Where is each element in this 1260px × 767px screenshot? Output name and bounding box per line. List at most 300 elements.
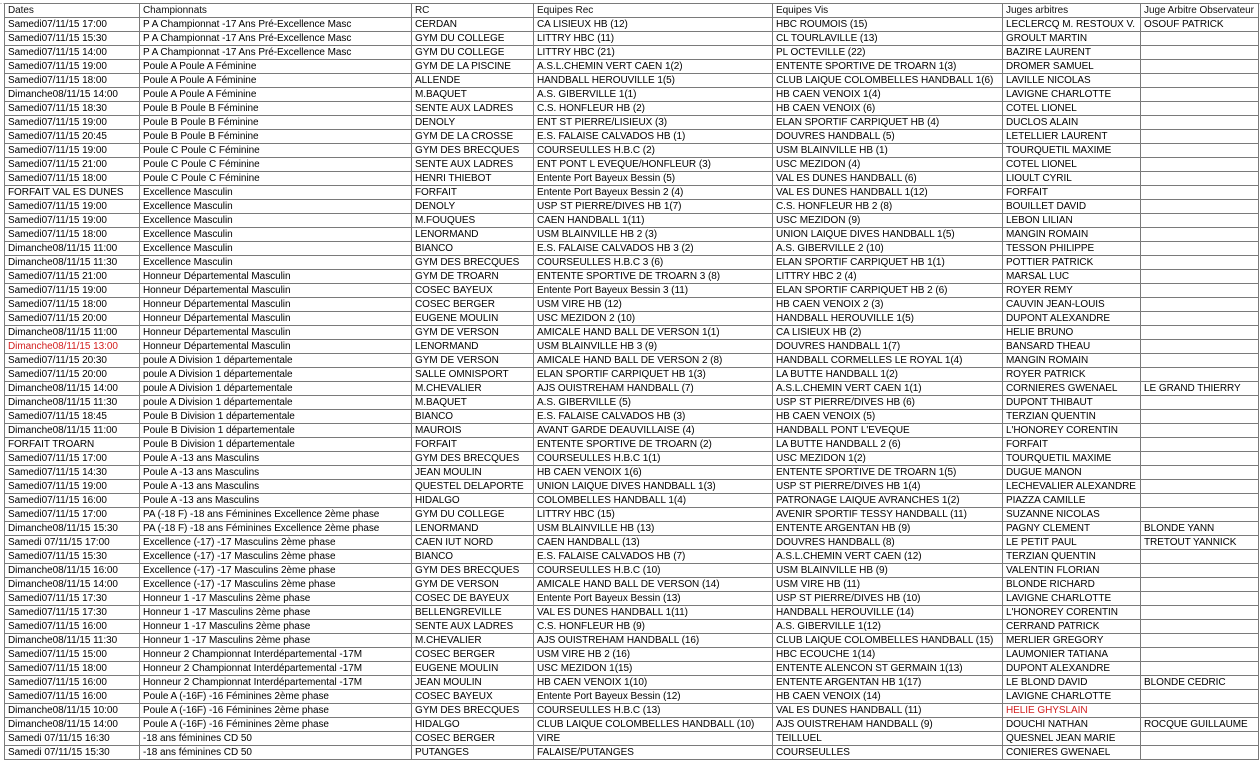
rc-cell: GYM DES BRECQUES	[412, 452, 534, 466]
observateur-cell	[1141, 368, 1259, 382]
observateur-cell	[1141, 256, 1259, 270]
table-row	[5, 298, 1259, 312]
equipe-vis-cell: A.S.L.CHEMIN VERT CAEN (12)	[773, 550, 1003, 564]
rc-cell: HIDALGO	[412, 494, 534, 508]
equipe-rec-cell: LITTRY HBC (15)	[534, 508, 773, 522]
equipe-vis-cell: HANDBALL CORMELLES LE ROYAL 1(4)	[773, 354, 1003, 368]
table-row	[5, 564, 1259, 578]
rc-cell: M.FOUQUES	[412, 214, 534, 228]
championnat-cell: Poule A (-16F) -16 Féminines 2ème phase	[140, 718, 412, 732]
header-dates: Dates	[5, 4, 140, 18]
equipe-vis-cell: CLUB LAIQUE COLOMBELLES HANDBALL 1(6)	[773, 74, 1003, 88]
date-cell: Samedi07/11/15 21:00	[5, 270, 140, 284]
observateur-cell: BLONDE CEDRIC	[1141, 676, 1259, 690]
date-cell: Samedi 07/11/15 16:30	[5, 732, 140, 746]
observateur-cell: LE GRAND THIERRY	[1141, 382, 1259, 396]
juge-arbitre-cell: POTTIER PATRICK	[1003, 256, 1141, 270]
date-cell: Dimanche08/11/15 11:30	[5, 396, 140, 410]
rc-cell: BELLENGREVILLE	[412, 606, 534, 620]
championnat-cell: Poule B Poule B Féminine	[140, 102, 412, 116]
schedule-sheet	[4, 3, 1259, 760]
championnat-cell: P A Championnat -17 Ans Pré-Excellence Masc	[140, 46, 412, 60]
juge-arbitre-cell: HELIE GHYSLAIN	[1003, 704, 1141, 718]
championnat-cell: Honneur 1 -17 Masculins 2ème phase	[140, 606, 412, 620]
juge-arbitre-cell: CORNIERES GWENAEL	[1003, 382, 1141, 396]
equipe-rec-cell: ENT ST PIERRE/LISIEUX (3)	[534, 116, 773, 130]
equipe-rec-cell: A.S. GIBERVILLE 1(1)	[534, 88, 773, 102]
championnat-cell: Poule A -13 ans Masculins	[140, 480, 412, 494]
championnat-cell: Excellence (-17) -17 Masculins 2ème phase	[140, 564, 412, 578]
table-row	[5, 508, 1259, 522]
championnat-cell: Poule A -13 ans Masculins	[140, 466, 412, 480]
championnat-cell: -18 ans féminines CD 50	[140, 746, 412, 760]
equipe-rec-cell: USM BLAINVILLE HB 3 (9)	[534, 340, 773, 354]
equipe-rec-cell: COURSEULLES H.B.C (13)	[534, 704, 773, 718]
date-cell: Dimanche08/11/15 16:00	[5, 564, 140, 578]
equipe-vis-cell: LA BUTTE HANDBALL 1(2)	[773, 368, 1003, 382]
juge-arbitre-cell: FORFAIT	[1003, 186, 1141, 200]
observateur-cell	[1141, 732, 1259, 746]
rc-cell: GYM DE VERSON	[412, 326, 534, 340]
date-cell: Samedi07/11/15 17:00	[5, 18, 140, 32]
juge-arbitre-cell: DROMER SAMUEL	[1003, 60, 1141, 74]
observateur-cell	[1141, 690, 1259, 704]
equipe-vis-cell: USC MEZIDON (9)	[773, 214, 1003, 228]
observateur-cell	[1141, 746, 1259, 760]
championnat-cell: Honneur 2 Championnat Interdépartemental -17M	[140, 662, 412, 676]
equipe-vis-cell: VAL ES DUNES HANDBALL 1(12)	[773, 186, 1003, 200]
rc-cell: GYM DE LA CROSSE	[412, 130, 534, 144]
equipe-vis-cell: PATRONAGE LAIQUE AVRANCHES 1(2)	[773, 494, 1003, 508]
rc-cell: M.BAQUET	[412, 88, 534, 102]
date-cell: Samedi07/11/15 14:30	[5, 466, 140, 480]
table-row	[5, 382, 1259, 396]
table-row	[5, 746, 1259, 760]
observateur-cell	[1141, 466, 1259, 480]
rc-cell: BIANCO	[412, 242, 534, 256]
observateur-cell	[1141, 312, 1259, 326]
date-cell: FORFAIT TROARN	[5, 438, 140, 452]
equipe-vis-cell: USM BLAINVILLE HB (1)	[773, 144, 1003, 158]
championnat-cell: P A Championnat -17 Ans Pré-Excellence Masc	[140, 18, 412, 32]
championnat-cell: Poule B Poule B Féminine	[140, 116, 412, 130]
rc-cell: COSEC BAYEUX	[412, 690, 534, 704]
rc-cell: FORFAIT	[412, 438, 534, 452]
rc-cell: JEAN MOULIN	[412, 466, 534, 480]
juge-arbitre-cell: LETELLIER LAURENT	[1003, 130, 1141, 144]
date-cell: Samedi07/11/15 15:30	[5, 32, 140, 46]
date-cell: Samedi07/11/15 15:00	[5, 648, 140, 662]
championnat-cell: poule A Division 1 départementale	[140, 382, 412, 396]
table-row	[5, 452, 1259, 466]
equipe-vis-cell: USP ST PIERRE/DIVES HB (10)	[773, 592, 1003, 606]
observateur-cell	[1141, 592, 1259, 606]
juge-arbitre-cell: MERLIER GREGORY	[1003, 634, 1141, 648]
equipe-vis-cell: USM BLAINVILLE HB (9)	[773, 564, 1003, 578]
table-row	[5, 200, 1259, 214]
equipe-rec-cell: CAEN HANDBALL 1(11)	[534, 214, 773, 228]
equipe-vis-cell: AVENIR SPORTIF TESSY HANDBALL (11)	[773, 508, 1003, 522]
equipe-rec-cell: C.S. HONFLEUR HB (9)	[534, 620, 773, 634]
rc-cell: COSEC DE BAYEUX	[412, 592, 534, 606]
championnat-cell: Honneur 2 Championnat Interdépartemental -17M	[140, 648, 412, 662]
equipe-rec-cell: VIRE	[534, 732, 773, 746]
juge-arbitre-cell: DOUCHI NATHAN	[1003, 718, 1141, 732]
table-row	[5, 732, 1259, 746]
header-equipes-rec: Equipes Rec	[534, 4, 773, 18]
table-row	[5, 228, 1259, 242]
equipe-vis-cell: UNION LAIQUE DIVES HANDBALL 1(5)	[773, 228, 1003, 242]
rc-cell: LENORMAND	[412, 522, 534, 536]
date-cell: Samedi07/11/15 18:00	[5, 228, 140, 242]
rc-cell: COSEC BAYEUX	[412, 284, 534, 298]
observateur-cell	[1141, 200, 1259, 214]
equipe-vis-cell: USP ST PIERRE/DIVES HB (6)	[773, 396, 1003, 410]
equipe-vis-cell: A.S. GIBERVILLE 1(12)	[773, 620, 1003, 634]
equipe-rec-cell: AMICALE HAND BALL DE VERSON 2 (8)	[534, 354, 773, 368]
table-row	[5, 270, 1259, 284]
juge-arbitre-cell: LAVILLE NICOLAS	[1003, 74, 1141, 88]
date-cell: Samedi07/11/15 19:00	[5, 214, 140, 228]
observateur-cell	[1141, 494, 1259, 508]
date-cell: Dimanche08/11/15 11:00	[5, 326, 140, 340]
equipe-vis-cell: HB CAEN VENOIX (14)	[773, 690, 1003, 704]
equipe-rec-cell: Entente Port Bayeux Bessin (12)	[534, 690, 773, 704]
juge-arbitre-cell: CONIERES GWENAEL	[1003, 746, 1141, 760]
equipe-vis-cell: HBC ECOUCHE 1(14)	[773, 648, 1003, 662]
equipe-rec-cell: C.S. HONFLEUR HB (2)	[534, 102, 773, 116]
date-cell: FORFAIT VAL ES DUNES	[5, 186, 140, 200]
table-row	[5, 704, 1259, 718]
juge-arbitre-cell: QUESNEL JEAN MARIE	[1003, 732, 1141, 746]
equipe-rec-cell: COURSEULLES H.B.C 3 (6)	[534, 256, 773, 270]
date-cell: Samedi07/11/15 18:00	[5, 74, 140, 88]
observateur-cell	[1141, 424, 1259, 438]
juge-arbitre-cell: ROYER PATRICK	[1003, 368, 1141, 382]
observateur-cell	[1141, 284, 1259, 298]
rc-cell: HENRI THIEBOT	[412, 172, 534, 186]
juge-arbitre-cell: LECHEVALIER ALEXANDRE	[1003, 480, 1141, 494]
equipe-vis-cell: HB CAEN VENOIX (6)	[773, 102, 1003, 116]
table-row	[5, 242, 1259, 256]
rc-cell: CAEN IUT NORD	[412, 536, 534, 550]
championnat-cell: Poule B Division 1 départementale	[140, 410, 412, 424]
equipe-rec-cell: Entente Port Bayeux Bessin 2 (4)	[534, 186, 773, 200]
equipe-vis-cell: HANDBALL HEROUVILLE 1(5)	[773, 312, 1003, 326]
observateur-cell: ROCQUE GUILLAUME	[1141, 718, 1259, 732]
equipe-rec-cell: USM BLAINVILLE HB 2 (3)	[534, 228, 773, 242]
juge-arbitre-cell: BAZIRE LAURENT	[1003, 46, 1141, 60]
equipe-vis-cell: VAL ES DUNES HANDBALL (6)	[773, 172, 1003, 186]
juge-arbitre-cell: COTEL LIONEL	[1003, 158, 1141, 172]
equipe-vis-cell: CL TOURLAVILLE (13)	[773, 32, 1003, 46]
observateur-cell	[1141, 32, 1259, 46]
equipe-rec-cell: E.S. FALAISE CALVADOS HB (3)	[534, 410, 773, 424]
rc-cell: MAUROIS	[412, 424, 534, 438]
rc-cell: QUESTEL DELAPORTE	[412, 480, 534, 494]
header-row	[5, 4, 1259, 18]
championnat-cell: Poule A (-16F) -16 Féminines 2ème phase	[140, 690, 412, 704]
observateur-cell	[1141, 130, 1259, 144]
match-schedule-table	[4, 3, 1259, 760]
juge-arbitre-cell: LE PETIT PAUL	[1003, 536, 1141, 550]
juge-arbitre-cell: LECLERCQ M. RESTOUX V.	[1003, 18, 1141, 32]
observateur-cell	[1141, 270, 1259, 284]
rc-cell: M.CHEVALIER	[412, 634, 534, 648]
equipe-rec-cell: COURSEULLES H.B.C 1(1)	[534, 452, 773, 466]
rc-cell: GYM DU COLLEGE	[412, 508, 534, 522]
championnat-cell: Excellence Masculin	[140, 242, 412, 256]
date-cell: Samedi07/11/15 19:00	[5, 116, 140, 130]
juge-arbitre-cell: BOUILLET DAVID	[1003, 200, 1141, 214]
equipe-rec-cell: Entente Port Bayeux Bessin 3 (11)	[534, 284, 773, 298]
date-cell: Samedi07/11/15 18:00	[5, 662, 140, 676]
date-cell: Samedi07/11/15 15:30	[5, 550, 140, 564]
championnat-cell: Poule C Poule C Féminine	[140, 158, 412, 172]
championnat-cell: Honneur 1 -17 Masculins 2ème phase	[140, 592, 412, 606]
observateur-cell	[1141, 242, 1259, 256]
equipe-vis-cell: HB CAEN VENOIX 2 (3)	[773, 298, 1003, 312]
table-row	[5, 718, 1259, 732]
table-row	[5, 368, 1259, 382]
date-cell: Dimanche08/11/15 14:00	[5, 88, 140, 102]
equipe-vis-cell: HB CAEN VENOIX 1(4)	[773, 88, 1003, 102]
championnat-cell: P A Championnat -17 Ans Pré-Excellence Masc	[140, 32, 412, 46]
observateur-cell	[1141, 438, 1259, 452]
championnat-cell: Honneur 2 Championnat Interdépartemental -17M	[140, 676, 412, 690]
date-cell: Samedi 07/11/15 17:00	[5, 536, 140, 550]
date-cell: Dimanche08/11/15 11:30	[5, 634, 140, 648]
juge-arbitre-cell: COTEL LIONEL	[1003, 102, 1141, 116]
observateur-cell	[1141, 354, 1259, 368]
juge-arbitre-cell: TERZIAN QUENTIN	[1003, 410, 1141, 424]
equipe-rec-cell: USM BLAINVILLE HB (13)	[534, 522, 773, 536]
table-row	[5, 88, 1259, 102]
date-cell: Samedi07/11/15 19:00	[5, 480, 140, 494]
observateur-cell	[1141, 74, 1259, 88]
equipe-rec-cell: USC MEZIDON 2 (10)	[534, 312, 773, 326]
header-rc: RC	[412, 4, 534, 18]
equipe-vis-cell: ENTENTE ALENCON ST GERMAIN 1(13)	[773, 662, 1003, 676]
equipe-rec-cell: A.S. GIBERVILLE (5)	[534, 396, 773, 410]
observateur-cell	[1141, 606, 1259, 620]
table-row	[5, 144, 1259, 158]
juge-arbitre-cell: TERZIAN QUENTIN	[1003, 550, 1141, 564]
equipe-vis-cell: USM VIRE HB (11)	[773, 578, 1003, 592]
equipe-vis-cell: A.S. GIBERVILLE 2 (10)	[773, 242, 1003, 256]
date-cell: Dimanche08/11/15 11:00	[5, 424, 140, 438]
rc-cell: COSEC BERGER	[412, 732, 534, 746]
equipe-rec-cell: CA LISIEUX HB (12)	[534, 18, 773, 32]
table-row	[5, 74, 1259, 88]
equipe-rec-cell: USM VIRE HB 2 (16)	[534, 648, 773, 662]
equipe-vis-cell: CLUB LAIQUE COLOMBELLES HANDBALL (15)	[773, 634, 1003, 648]
date-cell: Dimanche08/11/15 10:00	[5, 704, 140, 718]
championnat-cell: Poule B Poule B Féminine	[140, 130, 412, 144]
date-cell: Dimanche08/11/15 14:00	[5, 718, 140, 732]
rc-cell: M.CHEVALIER	[412, 382, 534, 396]
table-row	[5, 690, 1259, 704]
juge-arbitre-cell: L'HONOREY CORENTIN	[1003, 424, 1141, 438]
table-row	[5, 214, 1259, 228]
table-row	[5, 410, 1259, 424]
table-row	[5, 284, 1259, 298]
observateur-cell	[1141, 396, 1259, 410]
equipe-rec-cell: AMICALE HAND BALL DE VERSON (14)	[534, 578, 773, 592]
observateur-cell	[1141, 620, 1259, 634]
observateur-cell	[1141, 60, 1259, 74]
equipe-rec-cell: Entente Port Bayeux Bessin (5)	[534, 172, 773, 186]
equipe-vis-cell: ENTENTE ARGENTAN HB (9)	[773, 522, 1003, 536]
equipe-rec-cell: E.S. FALAISE CALVADOS HB 3 (2)	[534, 242, 773, 256]
rc-cell: JEAN MOULIN	[412, 676, 534, 690]
championnat-cell: Honneur 1 -17 Masculins 2ème phase	[140, 634, 412, 648]
championnat-cell: Poule B Division 1 départementale	[140, 438, 412, 452]
observateur-cell	[1141, 158, 1259, 172]
championnat-cell: Poule C Poule C Féminine	[140, 172, 412, 186]
rc-cell: GYM DE TROARN	[412, 270, 534, 284]
table-row	[5, 606, 1259, 620]
championnat-cell: Excellence Masculin	[140, 256, 412, 270]
rc-cell: GYM DE LA PISCINE	[412, 60, 534, 74]
equipe-rec-cell: COURSEULLES H.B.C (10)	[534, 564, 773, 578]
rc-cell: GYM DE VERSON	[412, 354, 534, 368]
rc-cell: COSEC BERGER	[412, 298, 534, 312]
rc-cell: GYM DES BRECQUES	[412, 564, 534, 578]
equipe-vis-cell: TEILLUEL	[773, 732, 1003, 746]
date-cell: Samedi07/11/15 19:00	[5, 60, 140, 74]
championnat-cell: Excellence Masculin	[140, 200, 412, 214]
championnat-cell: Honneur 1 -17 Masculins 2ème phase	[140, 620, 412, 634]
equipe-rec-cell: AJS OUISTREHAM HANDBALL (16)	[534, 634, 773, 648]
equipe-rec-cell: COLOMBELLES HANDBALL 1(4)	[534, 494, 773, 508]
juge-arbitre-cell: L'HONOREY CORENTIN	[1003, 606, 1141, 620]
table-row	[5, 46, 1259, 60]
observateur-cell	[1141, 298, 1259, 312]
table-row	[5, 18, 1259, 32]
championnat-cell: Honneur Départemental Masculin	[140, 326, 412, 340]
observateur-cell	[1141, 46, 1259, 60]
date-cell: Samedi07/11/15 16:00	[5, 494, 140, 508]
championnat-cell: poule A Division 1 départementale	[140, 396, 412, 410]
observateur-cell	[1141, 116, 1259, 130]
table-row	[5, 158, 1259, 172]
rc-cell: LENORMAND	[412, 340, 534, 354]
championnat-cell: Poule A Poule A Féminine	[140, 60, 412, 74]
date-cell: Dimanche08/11/15 14:00	[5, 382, 140, 396]
juge-arbitre-cell: TOURQUETIL MAXIME	[1003, 144, 1141, 158]
equipe-rec-cell: UNION LAIQUE DIVES HANDBALL 1(3)	[534, 480, 773, 494]
rc-cell: GYM DE VERSON	[412, 578, 534, 592]
observateur-cell	[1141, 662, 1259, 676]
championnat-cell: Poule A -13 ans Masculins	[140, 452, 412, 466]
table-row	[5, 102, 1259, 116]
equipe-vis-cell: LITTRY HBC 2 (4)	[773, 270, 1003, 284]
juge-arbitre-cell: LAUMONIER TATIANA	[1003, 648, 1141, 662]
rc-cell: GYM DU COLLEGE	[412, 46, 534, 60]
date-cell: Samedi07/11/15 19:00	[5, 200, 140, 214]
equipe-rec-cell: E.S. FALAISE CALVADOS HB (7)	[534, 550, 773, 564]
juge-arbitre-cell: MARSAL LUC	[1003, 270, 1141, 284]
championnat-cell: Excellence (-17) -17 Masculins 2ème phase	[140, 536, 412, 550]
championnat-cell: PA (-18 F) -18 ans Féminines Excellence 2ème phase	[140, 508, 412, 522]
equipe-rec-cell: E.S. FALAISE CALVADOS HB (1)	[534, 130, 773, 144]
rc-cell: EUGENE MOULIN	[412, 662, 534, 676]
rc-cell: CERDAN	[412, 18, 534, 32]
date-cell: Samedi07/11/15 16:00	[5, 690, 140, 704]
table-row	[5, 522, 1259, 536]
observateur-cell	[1141, 410, 1259, 424]
equipe-vis-cell: DOUVRES HANDBALL 1(7)	[773, 340, 1003, 354]
equipe-vis-cell: COURSEULLES	[773, 746, 1003, 760]
championnat-cell: Honneur Départemental Masculin	[140, 298, 412, 312]
date-cell: Samedi07/11/15 17:30	[5, 606, 140, 620]
observateur-cell: BLONDE YANN	[1141, 522, 1259, 536]
header-juge-arbitre-observateur: Juge Arbitre Observateur	[1141, 4, 1259, 18]
header-juges-arbitres: Juges arbitres	[1003, 4, 1141, 18]
equipe-vis-cell: ELAN SPORTIF CARPIQUET HB 2 (6)	[773, 284, 1003, 298]
championnat-cell: PA (-18 F) -18 ans Féminines Excellence 2ème phase	[140, 522, 412, 536]
championnat-cell: Poule A -13 ans Masculins	[140, 494, 412, 508]
juge-arbitre-cell: TESSON PHILIPPE	[1003, 242, 1141, 256]
juge-arbitre-cell: MANGIN ROMAIN	[1003, 228, 1141, 242]
equipe-rec-cell: LITTRY HBC (11)	[534, 32, 773, 46]
equipe-rec-cell: A.S.L.CHEMIN VERT CAEN 1(2)	[534, 60, 773, 74]
juge-arbitre-cell: PAGNY CLEMENT	[1003, 522, 1141, 536]
table-row	[5, 676, 1259, 690]
observateur-cell	[1141, 480, 1259, 494]
equipe-rec-cell: LITTRY HBC (21)	[534, 46, 773, 60]
table-row	[5, 312, 1259, 326]
table-row	[5, 116, 1259, 130]
observateur-cell	[1141, 326, 1259, 340]
observateur-cell	[1141, 452, 1259, 466]
observateur-cell	[1141, 228, 1259, 242]
rc-cell: COSEC BERGER	[412, 648, 534, 662]
equipe-vis-cell: USC MEZIDON 1(2)	[773, 452, 1003, 466]
date-cell: Samedi 07/11/15 15:30	[5, 746, 140, 760]
equipe-rec-cell: USC MEZIDON 1(15)	[534, 662, 773, 676]
equipe-vis-cell: PL OCTEVILLE (22)	[773, 46, 1003, 60]
juge-arbitre-cell: FORFAIT	[1003, 438, 1141, 452]
table-row	[5, 578, 1259, 592]
championnat-cell: Poule A Poule A Féminine	[140, 74, 412, 88]
date-cell: Samedi07/11/15 17:30	[5, 592, 140, 606]
equipe-rec-cell: ENT PONT L EVEQUE/HONFLEUR (3)	[534, 158, 773, 172]
juge-arbitre-cell: DUPONT ALEXANDRE	[1003, 662, 1141, 676]
championnat-cell: Excellence Masculin	[140, 214, 412, 228]
date-cell: Samedi07/11/15 17:00	[5, 452, 140, 466]
observateur-cell	[1141, 214, 1259, 228]
juge-arbitre-cell: LE BLOND DAVID	[1003, 676, 1141, 690]
equipe-vis-cell: HBC ROUMOIS (15)	[773, 18, 1003, 32]
juge-arbitre-cell: LEBON LILIAN	[1003, 214, 1141, 228]
date-cell: Dimanche08/11/15 11:30	[5, 256, 140, 270]
juge-arbitre-cell: TOURQUETIL MAXIME	[1003, 452, 1141, 466]
championnat-cell: -18 ans féminines CD 50	[140, 732, 412, 746]
table-row	[5, 354, 1259, 368]
equipe-vis-cell: HANDBALL HEROUVILLE (14)	[773, 606, 1003, 620]
observateur-cell	[1141, 704, 1259, 718]
table-row	[5, 648, 1259, 662]
equipe-vis-cell: C.S. HONFLEUR HB 2 (8)	[773, 200, 1003, 214]
equipe-rec-cell: AVANT GARDE DEAUVILLAISE (4)	[534, 424, 773, 438]
championnat-cell: Excellence (-17) -17 Masculins 2ème phase	[140, 550, 412, 564]
rc-cell: FORFAIT	[412, 186, 534, 200]
equipe-rec-cell: AMICALE HAND BALL DE VERSON 1(1)	[534, 326, 773, 340]
rc-cell: GYM DES BRECQUES	[412, 704, 534, 718]
rc-cell: M.BAQUET	[412, 396, 534, 410]
